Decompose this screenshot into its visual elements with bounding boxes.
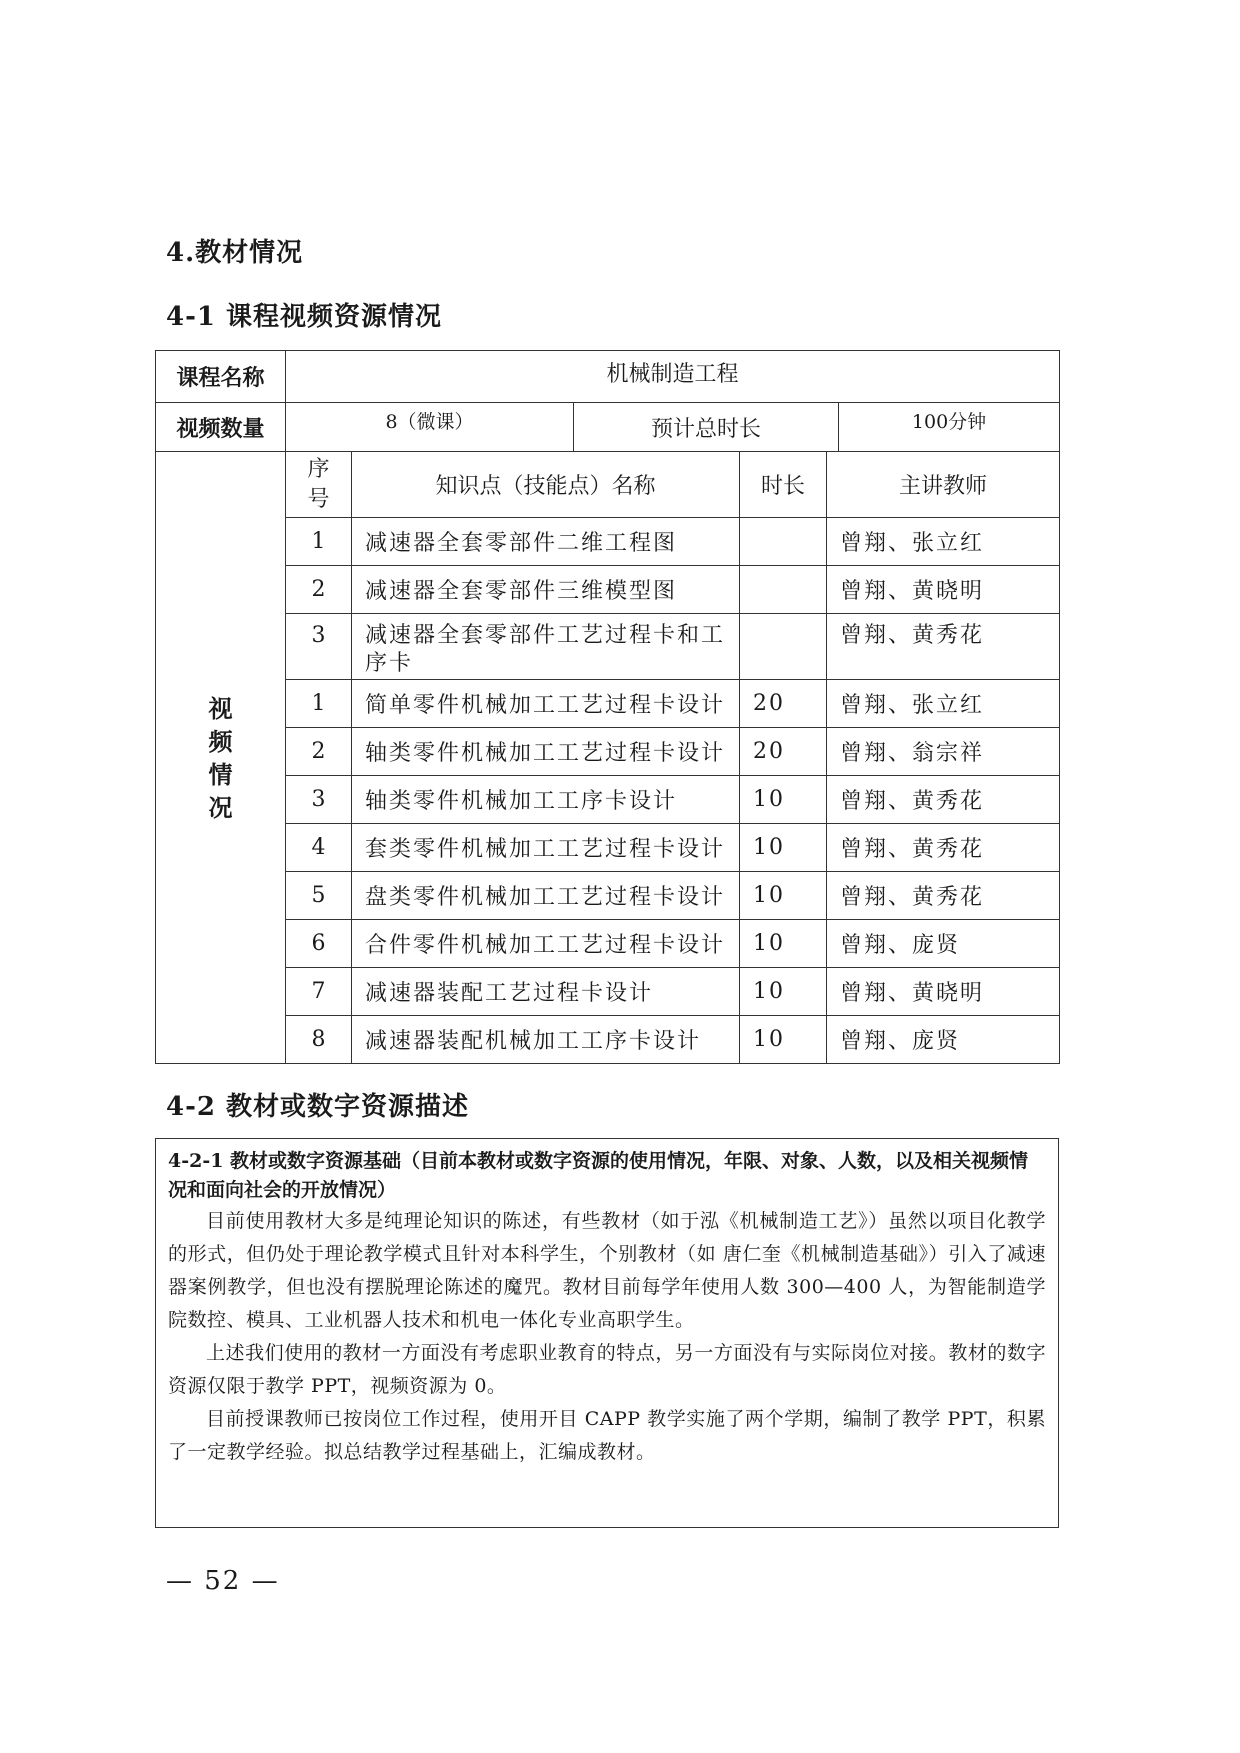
- paragraph-3: 目前授课教师已按岗位工作过程，使用开目 CAPP 教学实施了两个学期，编制了教学 PPT，积累了一定教学经验。拟总结教学过程基础上，汇编成教材。: [168, 1408, 1046, 1463]
- table-row: [156, 566, 1060, 614]
- section-title-4-1: 4-1 课程视频资源情况: [166, 302, 443, 332]
- table-row: [156, 872, 1060, 920]
- video-count-value: 8（微课）: [286, 403, 574, 452]
- row-duration: 10: [740, 776, 827, 824]
- header-duration: 时长: [740, 452, 827, 518]
- row-knowledge-point: 减速器全套零部件三维模型图: [352, 566, 740, 614]
- paragraph-2: 上述我们使用的教材一方面没有考虑职业教育的特点，另一方面没有与实际岗位对接。教材的数字资源仅限于教学 PPT，视频资源为 0。: [168, 1342, 1046, 1397]
- row-teachers: 曾翔、翁宗祥: [827, 728, 1060, 776]
- table-row: [156, 680, 1060, 728]
- row-index: 6: [286, 920, 352, 968]
- row-duration: 10: [740, 968, 827, 1016]
- row-knowledge-point: 合件零件机械加工工艺过程卡设计: [352, 920, 740, 968]
- paragraph-1: 目前使用教材大多是纯理论知识的陈述，有些教材（如于泓《机械制造工艺》）虽然以项目化教学的形式，但仍处于理论教学模式且针对本科学生，个别教材（如 唐仁奎《机械制造基础》）引入了减速器案例教学，但也没有摆脱理论陈述的魔咒。教材目前每学年使用人数 300—400 人，为智能制造学院数控、模具、工业机器人技术和机电一体化专业高职学生。: [168, 1210, 1046, 1331]
- row-duration: [740, 614, 827, 680]
- video-count-label: 视频数量: [156, 403, 286, 452]
- row-index: 2: [286, 566, 352, 614]
- row-duration: 10: [740, 872, 827, 920]
- table-row: [156, 728, 1060, 776]
- row-index: 2: [286, 728, 352, 776]
- row-knowledge-point: 减速器装配机械加工工序卡设计: [352, 1016, 740, 1064]
- table-row: [156, 920, 1060, 968]
- row-duration: [740, 566, 827, 614]
- table-row: [156, 824, 1060, 872]
- box-title: 4-2-1 教材或数字资源基础（目前本教材或数字资源的使用情况，年限、对象、人数，以及相关视频情况和面向社会的开放情况）: [168, 1150, 1029, 1201]
- section-title-4: 4.教材情况: [166, 238, 304, 268]
- video-section-label-text: 视频情况: [208, 693, 233, 822]
- table-row: [156, 518, 1060, 566]
- row-teachers: 曾翔、黄秀花: [827, 614, 1060, 680]
- course-name-label: 课程名称: [156, 351, 286, 403]
- row-index: 1: [286, 680, 352, 728]
- total-duration-label: 预计总时长: [574, 403, 839, 452]
- row-index: 3: [286, 614, 352, 680]
- row-index: 3: [286, 776, 352, 824]
- row-duration: 10: [740, 920, 827, 968]
- table-row: [156, 1016, 1060, 1064]
- row-index: 8: [286, 1016, 352, 1064]
- resource-description-box: [155, 1138, 1059, 1528]
- header-index: [286, 452, 352, 518]
- row-duration: 10: [740, 824, 827, 872]
- row-knowledge-point: 轴类零件机械加工工序卡设计: [352, 776, 740, 824]
- section-title-4-2: 4-2 教材或数字资源描述: [166, 1092, 470, 1122]
- row-index: 4: [286, 824, 352, 872]
- row-teachers: 曾翔、黄秀花: [827, 872, 1060, 920]
- row-duration: 20: [740, 680, 827, 728]
- row-teachers: 曾翔、黄秀花: [827, 824, 1060, 872]
- course-name-value: 机械制造工程: [286, 351, 1060, 403]
- table-row: [156, 614, 1060, 680]
- header-name: 知识点（技能点）名称: [352, 452, 740, 518]
- row-duration: [740, 518, 827, 566]
- row-knowledge-point: 盘类零件机械加工工艺过程卡设计: [352, 872, 740, 920]
- row-knowledge-point: 减速器全套零部件工艺过程卡和工序卡: [352, 614, 740, 680]
- video-section-label: [156, 452, 286, 1064]
- row-duration: 20: [740, 728, 827, 776]
- row-index: 7: [286, 968, 352, 1016]
- table-row: [156, 776, 1060, 824]
- row-teachers: 曾翔、庞贤: [827, 920, 1060, 968]
- row-teachers: 曾翔、黄秀花: [827, 776, 1060, 824]
- row-knowledge-point: 简单零件机械加工工艺过程卡设计: [352, 680, 740, 728]
- row-teachers: 曾翔、张立红: [827, 518, 1060, 566]
- page-number: — 52 —: [166, 1566, 280, 1596]
- row-teachers: 曾翔、黄晓明: [827, 968, 1060, 1016]
- header-teachers: 主讲教师: [827, 452, 1060, 518]
- header-index-text: 序号: [307, 456, 330, 512]
- row-teachers: 曾翔、张立红: [827, 680, 1060, 728]
- row-index: 5: [286, 872, 352, 920]
- row-knowledge-point: 轴类零件机械加工工艺过程卡设计: [352, 728, 740, 776]
- row-duration: 10: [740, 1016, 827, 1064]
- row-teachers: 曾翔、黄晓明: [827, 566, 1060, 614]
- row-knowledge-point: 套类零件机械加工工艺过程卡设计: [352, 824, 740, 872]
- row-knowledge-point: 减速器全套零部件二维工程图: [352, 518, 740, 566]
- row-teachers: 曾翔、庞贤: [827, 1016, 1060, 1064]
- row-index: 1: [286, 518, 352, 566]
- row-knowledge-point: 减速器装配工艺过程卡设计: [352, 968, 740, 1016]
- total-duration-value: 100分钟: [839, 403, 1060, 452]
- table-row: [156, 968, 1060, 1016]
- video-resource-table: [155, 350, 1060, 1064]
